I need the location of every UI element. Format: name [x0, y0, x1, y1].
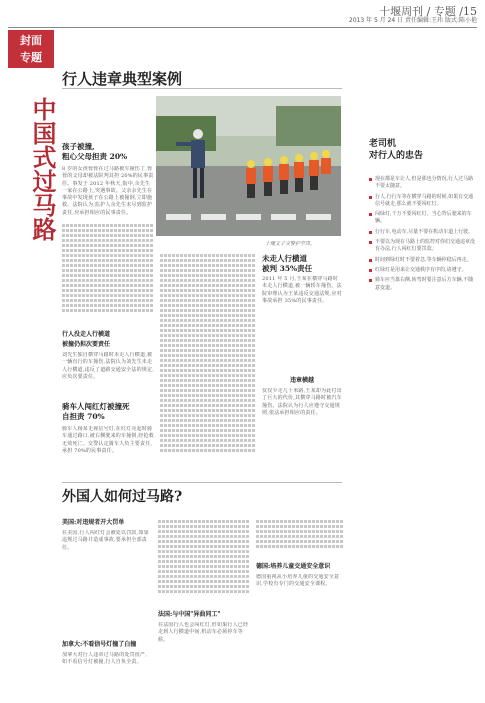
case5-body: 仅仅少走几十米路,王某却为此付出了巨大的代价,其横穿马路时被汽车撞伤。法院认为行人应遵守交通规则,依法承担相应的责任。: [262, 388, 342, 416]
middle-column-text: [160, 252, 256, 480]
bullet-icon: [369, 259, 372, 262]
section-tag: [8, 30, 54, 68]
section-tag-line1: 封面: [20, 34, 42, 47]
us-body: 在美国,行人闯红灯会被处以罚款,如果违规过马路并造成事故,要承担全部责任。: [62, 530, 149, 551]
sidebar-item: 红绿灯是用来让交通秩序有序的,请遵守。: [369, 267, 477, 274]
sidebar-title: 老司机 对行人的忠告: [369, 139, 424, 161]
case5-title: 违章横越: [290, 377, 315, 384]
sidebar-item: 骑车应当靠右侧,转弯时要注意后方车辆,不随意变道。: [369, 277, 477, 292]
germany-body: 德国重视从小培养儿童的交通安全意识,学校有专门的交通安全课程。: [256, 574, 340, 588]
us-subtitle: 美国:对违规者开大罚单: [62, 519, 125, 526]
case1-body-continued: [62, 222, 154, 322]
sidebar-item: 现在都是车让人,但是那也分情况,行人过马路不要太随意。: [369, 176, 477, 191]
sidebar-list: [369, 176, 477, 295]
sidebar-item: 时间到绿灯时不要着急,等车辆停稳后再走。: [369, 257, 477, 264]
case2-body: 刘先生独自横穿马路时未走人行横道,被一辆直行的车撞伤,法院认为刘先生未走人行横道,违反了道路交通安全法的规定,应负次要责任。: [62, 352, 154, 380]
canada-body: 加拿大对行人违章过马路的处罚很严,如不看信号灯被撞,行人自负全责。: [62, 652, 147, 666]
bullet-icon: [369, 213, 372, 216]
canada-subtitle: 加拿大:不看信号灯撞了白撞: [62, 641, 137, 648]
case3-body: 骑车人杨某无视信号灯,在红灯亮起时骑车通过路口,被右侧驶来的车撞倒,经抢救无效死亡。交警认定骑车人负主要责任,承担 70%的民事责任。: [62, 426, 154, 454]
title-rule: [62, 88, 342, 89]
case2-title: 行人没走人行横道 被撞仍担次要责任: [62, 331, 111, 348]
section-tag-line2: 专题: [20, 51, 42, 64]
foreign-middle-text: [158, 518, 250, 606]
page-header: [0, 0, 485, 30]
bullet-icon: [369, 279, 372, 282]
issue-meta: 2013 年 5 月 24 日 责任编辑:王玮 版式:陈小艳: [348, 17, 477, 24]
header-rule: [8, 27, 477, 28]
case4-title: 未走人行横道 被判 35%责任: [262, 254, 313, 273]
foreign-section-title: 外国人如何过马路?: [62, 489, 183, 505]
section-rule: [62, 482, 342, 483]
article-photo-crosswalk: [156, 96, 341, 236]
photo-caption: 十堰文子交警护学岗。: [265, 241, 316, 247]
sidebar-item: 行行车,电动车,尽量不要在机动车道上行驶。: [369, 229, 477, 236]
sidebar-item: 不要以为现在马路上的监控对你们交通违章没有办法,行人闯红灯要罚款。: [369, 239, 477, 254]
germany-subtitle: 德国:培养儿童交通安全意识: [256, 563, 331, 570]
main-article-title: 行人违章典型案例: [62, 70, 183, 88]
bullet-icon: [369, 231, 372, 234]
publication-label: 十堰周刊 / 专题 /15: [379, 5, 477, 18]
case1-title: 孩子被撞, 粗心父母担责 20%: [62, 142, 128, 161]
bullet-icon: [369, 241, 372, 244]
bullet-icon: [369, 269, 372, 272]
case1-body: 8 岁的女孩蓉蓉在过马路被车撞伤了,蓉蓉的父母却被法院判其担 20%的民事责任。事发于 2012 年秋天,街中,余先生一家在公路上,突遇事故。父亲余先生在事故中发现孩子在公路上被撞倒,立即施救。法院认为,监护人余先生未尽到监护责任,应承担相应的民事责任。: [62, 166, 154, 216]
case3-title: 骑车人闯红灯被撞死 自担责 70%: [62, 402, 130, 421]
bullet-icon: [369, 196, 372, 199]
case4-body: 2011 年 5 月,王某在横穿马路时未走人行横道,被一辆轿车撞伤。法院审理认为王某违反交通法规,应对事故承担 35%的民事责任。: [262, 276, 342, 304]
foreign-right-text: [256, 518, 344, 558]
bullet-icon: [369, 178, 372, 181]
sidebar-item: 闯绿灯,千万不要闯红灯。当心背后驶来的车辆。: [369, 211, 477, 226]
sidebar-item: 行人,行行车等在横穿马路的时候,如果有交通信号就走,那么就不要闯红灯。: [369, 194, 477, 209]
vertical-feature-title: 中国式过马路: [28, 97, 57, 241]
france-body: 在法国行人也会闯红灯,但如果行人已经走到人行横道中间,机动车必须停车等候。: [158, 622, 249, 643]
france-subtitle: 法国:与中国"异曲同工": [158, 611, 221, 618]
